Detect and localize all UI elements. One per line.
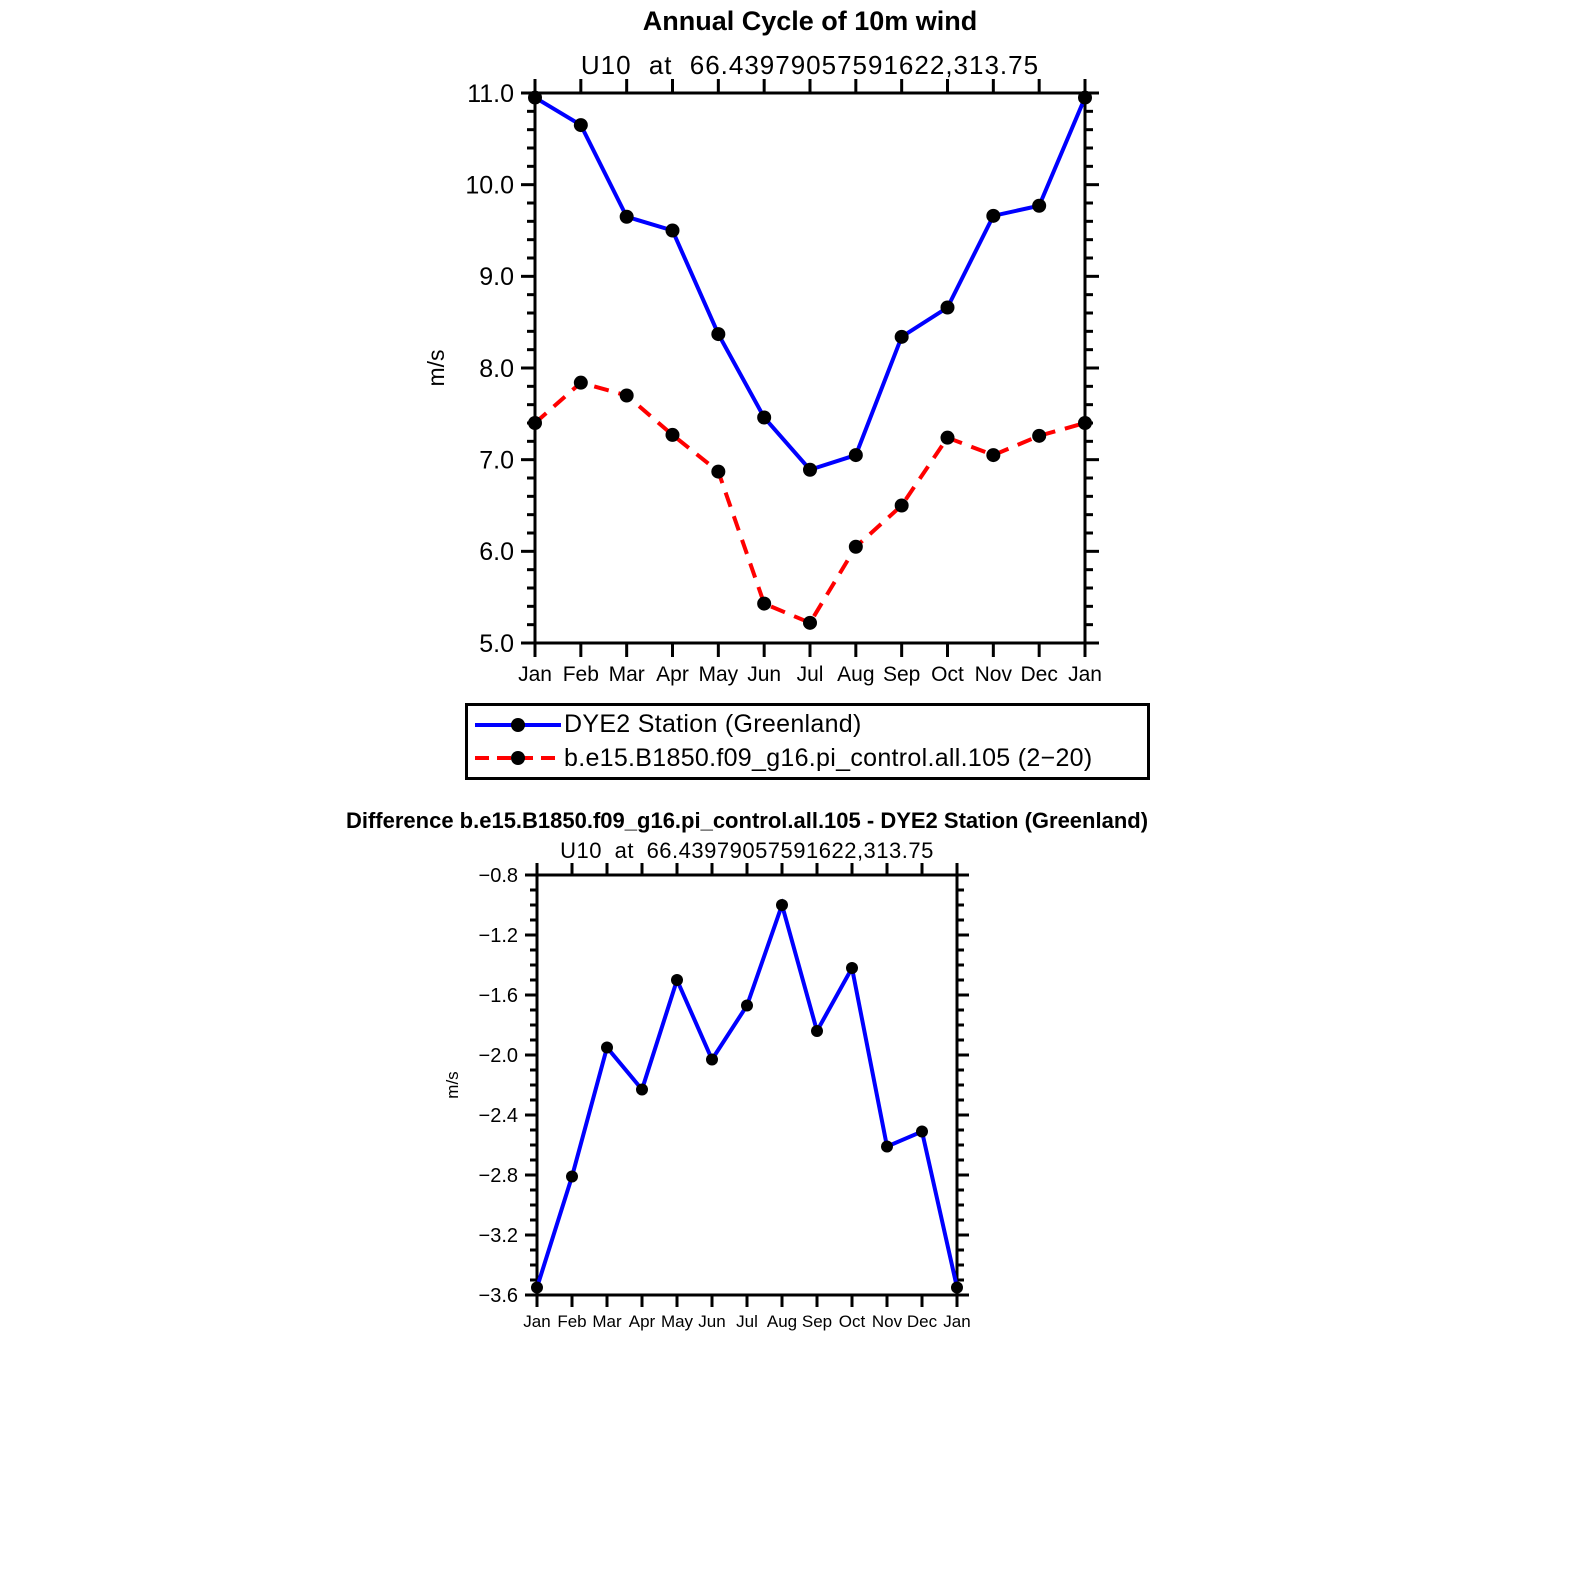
svg-text:Jun: Jun [747, 663, 782, 686]
svg-text:Dec: Dec [1020, 663, 1058, 686]
svg-text:Feb: Feb [557, 1312, 587, 1331]
svg-text:Mar: Mar [608, 663, 645, 686]
svg-text:Aug: Aug [766, 1312, 798, 1331]
legend-label-model: b.e15.B1850.f09_g16.pi_control.all.105 (2−20) [564, 743, 1093, 772]
y-axis-title: m/s [423, 349, 449, 387]
svg-text:Jul: Jul [796, 663, 824, 686]
difference-chart-title: Difference b.e15.B1850.f09_g16.pi_control.all.105 - DYE2 Station (Greenland) [345, 808, 1149, 833]
svg-text:Feb: Feb [562, 663, 599, 686]
plot-frame [537, 875, 957, 1295]
legend-label-dye2: DYE2 Station (Greenland) [564, 710, 862, 739]
svg-text:−2.0: −2.0 [478, 1045, 518, 1067]
difference-line [537, 905, 957, 1288]
svg-text:8.0: 8.0 [479, 354, 514, 383]
svg-text:−1.2: −1.2 [478, 925, 518, 947]
difference-chart-subtitle: U10 at 66.43979057591622,313.75 [560, 838, 934, 863]
x-axis-labels [523, 1312, 970, 1331]
svg-text:May: May [698, 663, 739, 686]
svg-text:Jan: Jan [523, 1312, 551, 1331]
top-chart-title: Annual Cycle of 10m wind [642, 6, 978, 36]
svg-text:Jun: Jun [698, 1312, 726, 1331]
svg-text:Jul: Jul [736, 1312, 758, 1331]
svg-text:Oct: Oct [838, 1312, 866, 1331]
svg-text:9.0: 9.0 [479, 263, 514, 292]
svg-text:7.0: 7.0 [479, 446, 514, 475]
svg-text:−1.6: −1.6 [478, 985, 518, 1007]
svg-text:Jan: Jan [943, 1312, 971, 1331]
svg-text:Oct: Oct [931, 663, 964, 686]
svg-text:Sep: Sep [882, 663, 921, 686]
svg-text:10.0: 10.0 [465, 171, 514, 200]
svg-text:Jan: Jan [518, 663, 552, 686]
svg-text:Jan: Jan [1068, 663, 1102, 686]
svg-text:−0.8: −0.8 [478, 865, 518, 887]
svg-text:Aug: Aug [837, 663, 875, 686]
svg-text:Nov: Nov [871, 1312, 903, 1331]
svg-text:Nov: Nov [974, 663, 1013, 686]
svg-text:Apr: Apr [628, 1312, 656, 1331]
svg-text:Sep: Sep [801, 1312, 833, 1331]
svg-text:−2.4: −2.4 [478, 1105, 518, 1127]
tick-marks [525, 863, 969, 1307]
svg-text:6.0: 6.0 [479, 538, 514, 567]
y-axis-labels [479, 865, 518, 1307]
svg-text:Apr: Apr [656, 663, 689, 686]
svg-text:−3.2: −3.2 [478, 1225, 518, 1247]
svg-text:11.0: 11.0 [467, 79, 514, 108]
svg-text:May: May [660, 1312, 694, 1331]
svg-text:Mar: Mar [592, 1312, 622, 1331]
svg-text:−3.6: −3.6 [478, 1285, 518, 1307]
svg-text:5.0: 5.0 [479, 629, 514, 658]
svg-text:Dec: Dec [906, 1312, 938, 1331]
top-chart-subtitle: U10 at 66.43979057591622,313.75 [580, 50, 1040, 80]
y-axis-title: m/s [443, 1071, 462, 1099]
svg-text:−2.8: −2.8 [478, 1165, 518, 1187]
